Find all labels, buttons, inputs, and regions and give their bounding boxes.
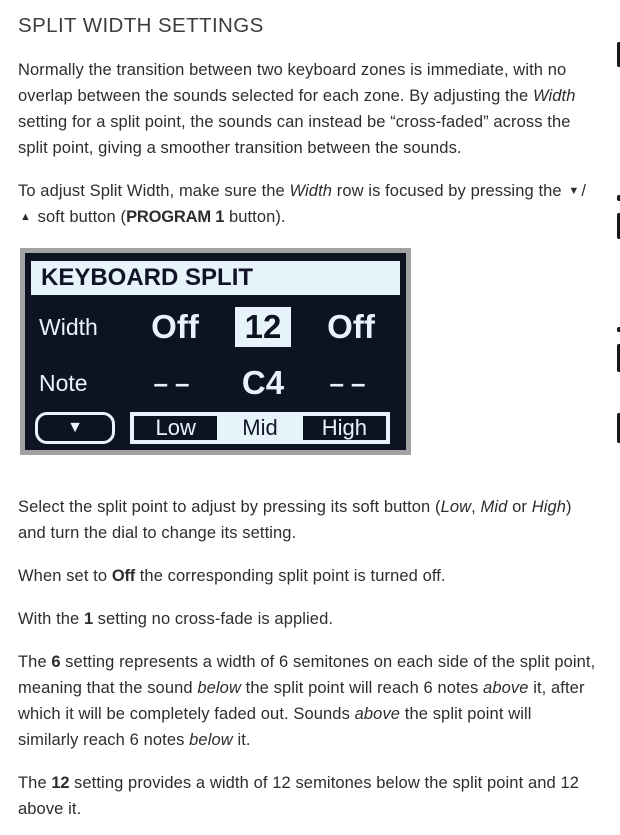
note-row-label: Note bbox=[39, 369, 88, 396]
display-title-bar bbox=[31, 261, 400, 295]
triangle-up-icon: ▲ bbox=[20, 211, 31, 223]
paragraph: When set to Off the corresponding split point is turned off. bbox=[18, 567, 446, 585]
paragraph: Normally the transition between two keyboard zones is immediate, with no overlap between the sounds selected for each zone. By adjusting the Width setting for a split point, the sounds can instead be “cross-faded” across the split point, giving a smoother transition between the sounds. bbox=[18, 61, 576, 157]
paragraph: Select the split point to adjust by pressing its soft button (Low, Mid or High) and turn the dial to change its setting. bbox=[18, 498, 572, 542]
intro-paragraphs bbox=[18, 57, 596, 230]
body-paragraphs bbox=[18, 494, 596, 822]
soft-button-row bbox=[31, 412, 400, 444]
page-title: SPLIT WIDTH SETTINGS bbox=[18, 14, 264, 37]
note-high-value: –– bbox=[329, 367, 373, 398]
paragraph: The 6 setting represents a width of 6 semitones on each side of the split point, meaning that the sound below the split point will reach 6 notes above it, after which it will be completely faded out. Sounds above the split point will similarly reach 6 notes below it. bbox=[18, 653, 596, 749]
triangle-down-icon: ▼ bbox=[568, 185, 580, 197]
lcd-screen bbox=[25, 253, 406, 450]
soft-button-high: High bbox=[303, 416, 386, 440]
note-mid-value: C4 bbox=[241, 364, 285, 401]
paragraph: To adjust Split Width, make sure the Width row is focused by pressing the ▼ /▲ soft button (PROGRAM 1 button). bbox=[18, 182, 587, 226]
note-low-value: –– bbox=[153, 367, 197, 398]
display-title: KEYBOARD SPLIT bbox=[41, 264, 254, 291]
width-mid-value-selected: 12 bbox=[235, 307, 292, 347]
soft-button-low: Low bbox=[134, 416, 217, 440]
soft-button-mid: Mid bbox=[218, 415, 301, 441]
width-high-value: Off bbox=[327, 308, 375, 345]
paragraph: The 12 setting provides a width of 12 semitones below the split point and 12 above it. bbox=[18, 774, 580, 818]
width-row bbox=[31, 305, 400, 349]
note-row bbox=[31, 361, 400, 405]
split-point-selector bbox=[130, 412, 390, 444]
keyboard-split-display-figure bbox=[20, 248, 411, 455]
width-low-value: Off bbox=[151, 308, 199, 345]
paragraph: With the 1 setting no cross-fade is applied. bbox=[18, 610, 334, 628]
triangle-down-icon: ▼ bbox=[67, 419, 83, 436]
down-arrow-soft-button bbox=[35, 412, 115, 444]
width-row-label: Width bbox=[39, 313, 98, 340]
